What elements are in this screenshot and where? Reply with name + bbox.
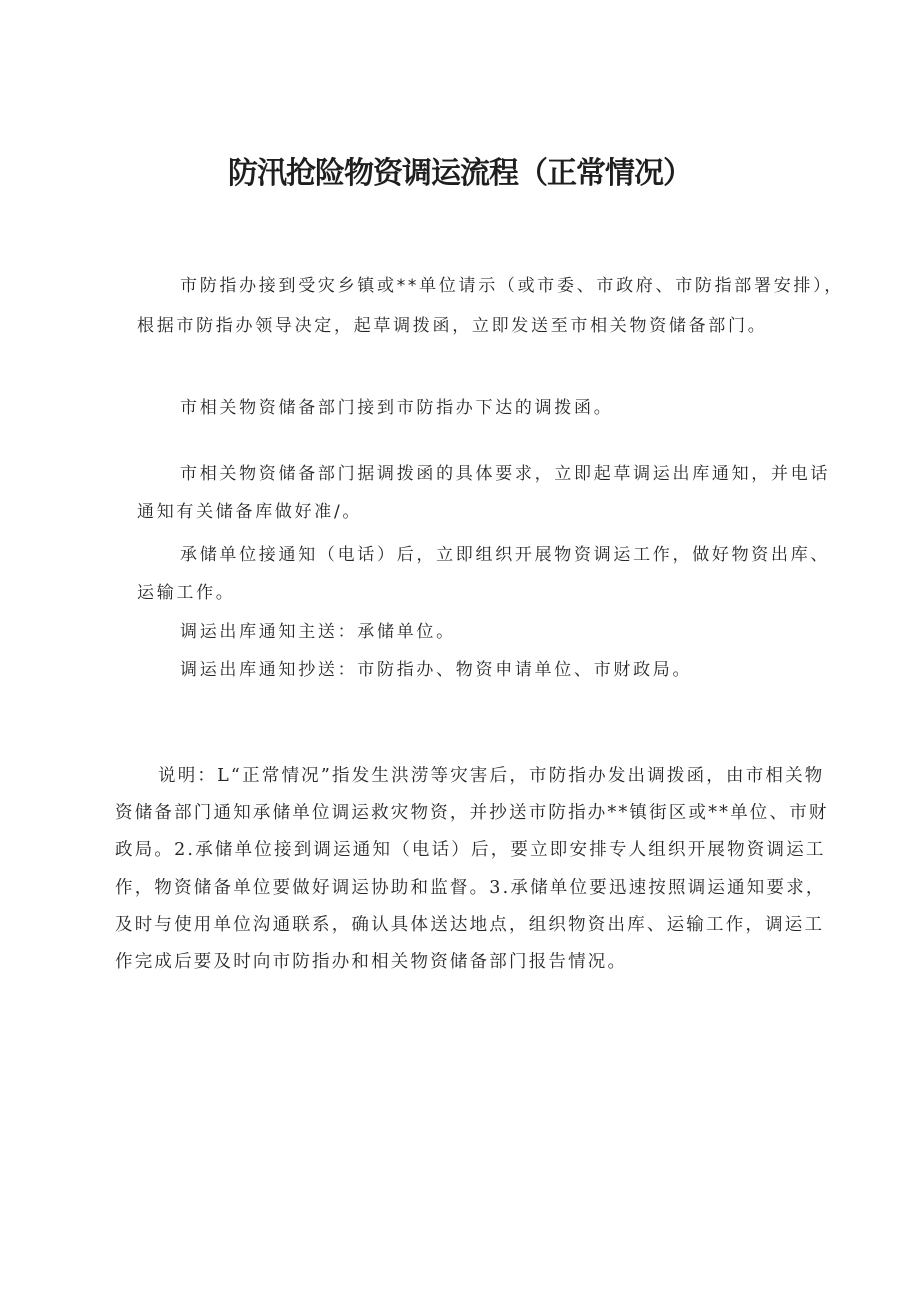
- note-line-1: 说明：L“正常情况”指发生洪涝等灾害后，市防指办发出调拨函，由市相关物: [158, 766, 825, 786]
- note-line-6: 作完成后要及时向市防指办和相关物资储备部门报告情况。: [115, 952, 628, 972]
- note-line-2: 资储备部门通知承储单位调运救灾物资，并抄送市防指办**镇街区或**单位、市财: [115, 803, 829, 823]
- step-3-line-2: 通知有关储备库做好准/。: [137, 502, 363, 522]
- note-line-3: 政局。2.承储单位接到调运通知（电话）后，要立即安排专人组织开展物资调运工: [115, 840, 826, 860]
- step-2-line-1: 市相关物资储备部门接到市防指办下达的调拨函。: [180, 398, 614, 418]
- step-4-line-1: 承储单位接通知（电话）后，立即组织开展物资调运工作，做好物资出库、: [180, 545, 831, 565]
- step-1-line-1: 市防指办接到受灾乡镇或**单位请示（或市委、市政府、市防指部署安排），: [180, 276, 844, 296]
- step-5-line-1: 调运出库通知主送：承储单位。: [180, 622, 456, 642]
- step-3-line-1: 市相关物资储备部门据调拨函的具体要求，立即起草调运出库通知，并电话: [180, 464, 831, 484]
- step-1-line-2: 根据市防指办领导决定，起草调拨函，立即发送至市相关物资储备部门。: [137, 316, 768, 336]
- note-line-4: 作，物资储备单位要做好调运协助和监督。3.承储单位要迅速按照调运通知要求，: [115, 878, 826, 898]
- step-4-line-2: 运输工作。: [137, 583, 236, 603]
- document-title: 防汛抢险物资调运流程（正常情况）: [228, 156, 692, 191]
- note-line-5: 及时与使用单位沟通联系，确认具体送达地点，组织物资出库、运输工作，调运工: [115, 915, 825, 935]
- step-6-line-1: 调运出库通知抄送：市防指办、物资申请单位、市财政局。: [180, 660, 693, 680]
